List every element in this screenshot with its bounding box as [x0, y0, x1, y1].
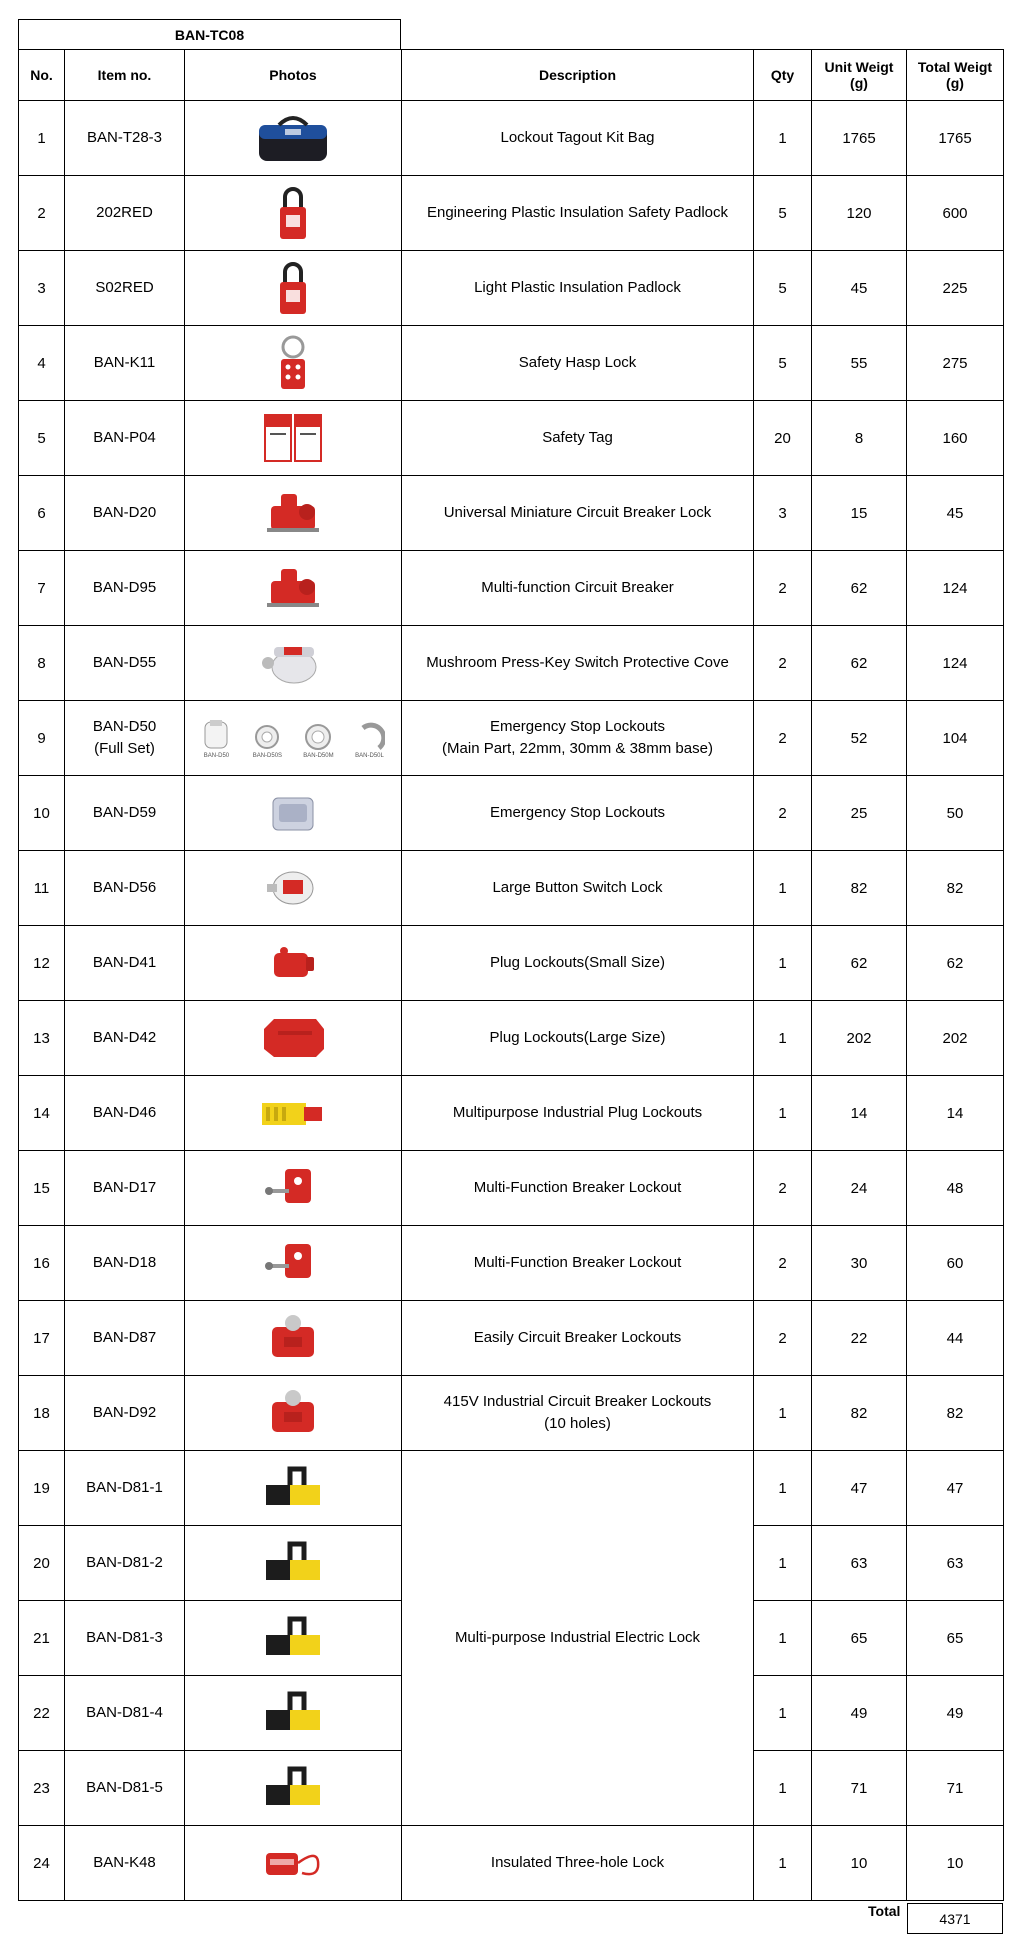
item-description [402, 1226, 754, 1301]
item-qty: 1 [754, 1751, 812, 1826]
item-qty: 5 [754, 251, 812, 326]
item-photo [185, 1301, 402, 1376]
breaker-lockout-icon [261, 1163, 325, 1213]
item-photo [185, 101, 402, 176]
total-weight: 104 [907, 701, 1004, 776]
breaker-clamp-icon [264, 1311, 322, 1365]
item-description [402, 1001, 754, 1076]
unit-weight: 202 [812, 1001, 907, 1076]
estop-set-photos [189, 718, 397, 759]
row-number: 9 [19, 701, 65, 776]
table-header-row [19, 50, 1004, 101]
total-weight: 14 [907, 1076, 1004, 1151]
total-weight: 44 [907, 1301, 1004, 1376]
item-number [65, 1676, 185, 1751]
item-number [65, 1376, 185, 1451]
item-number-line: BAN-D87 [92, 1329, 157, 1346]
item-number-line: BAN-D81-3 [86, 1629, 163, 1646]
description-line: Multi-purpose Industrial Electric Lock [454, 1629, 701, 1646]
item-qty: 1 [754, 1676, 812, 1751]
breaker-lock-icon [263, 563, 323, 613]
item-description [402, 326, 754, 401]
row-number: 5 [19, 401, 65, 476]
col-header-total-weight: Total Weigt (g) [907, 50, 1004, 101]
item-photo [185, 1826, 402, 1901]
description-line: Lockout Tagout Kit Bag [500, 129, 655, 146]
item-qty: 1 [754, 1076, 812, 1151]
unit-weight: 55 [812, 326, 907, 401]
row-number: 4 [19, 326, 65, 401]
item-description [402, 1451, 754, 1826]
row-number: 6 [19, 476, 65, 551]
description-line: Emergency Stop Lockouts [489, 718, 666, 735]
item-number-line: BAN-D81-1 [86, 1479, 163, 1496]
total-weight: 10 [907, 1826, 1004, 1901]
item-number-line: BAN-T28-3 [86, 129, 163, 146]
row-number: 12 [19, 926, 65, 1001]
estop-part-icon [201, 718, 231, 759]
item-description [402, 1151, 754, 1226]
total-value: 4371 [907, 1903, 1003, 1934]
total-weight: 65 [907, 1601, 1004, 1676]
item-photo [185, 1451, 402, 1526]
item-qty: 1 [754, 1826, 812, 1901]
total-label: Total [868, 1903, 901, 1919]
total-weight: 62 [907, 926, 1004, 1001]
button-lock-icon [263, 866, 323, 910]
item-qty: 2 [754, 701, 812, 776]
total-weight: 124 [907, 626, 1004, 701]
item-description [402, 101, 754, 176]
total-weight: 49 [907, 1676, 1004, 1751]
description-line: Insulated Three-hole Lock [490, 1854, 665, 1871]
item-description [402, 401, 754, 476]
item-number [65, 776, 185, 851]
item-description [402, 626, 754, 701]
description-line: Multi-function Circuit Breaker [481, 579, 674, 596]
description-line: Emergency Stop Lockouts [489, 804, 666, 821]
row-number: 23 [19, 1751, 65, 1826]
description-line: Multi-Function Breaker Lockout [473, 1179, 682, 1196]
item-photo [185, 1226, 402, 1301]
table-row [19, 476, 1004, 551]
description-line: Safety Tag [542, 429, 613, 446]
electric-lock-icon [260, 1763, 326, 1813]
unit-weight: 47 [812, 1451, 907, 1526]
unit-weight: 30 [812, 1226, 907, 1301]
row-number: 1 [19, 101, 65, 176]
clear-cover-icon [267, 792, 319, 834]
item-number [65, 1526, 185, 1601]
row-number: 21 [19, 1601, 65, 1676]
item-number [65, 326, 185, 401]
unit-weight: 82 [812, 851, 907, 926]
table-row [19, 1301, 1004, 1376]
padlock-icon [275, 258, 311, 318]
electric-lock-icon [260, 1688, 326, 1738]
breaker-lock-icon [263, 488, 323, 538]
item-number [65, 926, 185, 1001]
electric-lock-icon [260, 1463, 326, 1513]
item-number-line: BAN-D17 [92, 1179, 157, 1196]
row-number: 10 [19, 776, 65, 851]
description-line: Mushroom Press-Key Switch Protective Cove [426, 654, 729, 671]
description-line: Easily Circuit Breaker Lockouts [473, 1329, 682, 1346]
row-number: 8 [19, 626, 65, 701]
unit-weight: 63 [812, 1526, 907, 1601]
item-number-line: BAN-D42 [92, 1029, 157, 1046]
item-qty: 5 [754, 176, 812, 251]
col-header-photos: Photos [185, 50, 402, 101]
col-header-no: No. [19, 50, 65, 101]
item-photo [185, 1151, 402, 1226]
item-number-line: S02RED [95, 279, 154, 296]
plug-lockout-small-icon [268, 943, 318, 983]
unit-weight: 25 [812, 776, 907, 851]
unit-weight: 82 [812, 1376, 907, 1451]
item-qty: 5 [754, 326, 812, 401]
table-row [19, 1001, 1004, 1076]
estop-part-caption: BAN-D50L [355, 752, 384, 759]
item-qty: 1 [754, 1376, 812, 1451]
unit-weight: 49 [812, 1676, 907, 1751]
total-weight: 160 [907, 401, 1004, 476]
item-number-line: BAN-D41 [92, 954, 157, 971]
item-number-line: BAN-D95 [92, 579, 157, 596]
item-qty: 3 [754, 476, 812, 551]
item-qty: 2 [754, 551, 812, 626]
item-description [402, 1376, 754, 1451]
unit-weight: 10 [812, 1826, 907, 1901]
total-weight: 600 [907, 176, 1004, 251]
description-line: Light Plastic Insulation Padlock [474, 279, 681, 296]
total-weight: 60 [907, 1226, 1004, 1301]
table-row [19, 851, 1004, 926]
item-description [402, 476, 754, 551]
total-weight: 50 [907, 776, 1004, 851]
electric-lock-icon [260, 1613, 326, 1663]
item-number [65, 1001, 185, 1076]
item-photo [185, 926, 402, 1001]
padlock-icon [275, 183, 311, 243]
row-number: 18 [19, 1376, 65, 1451]
table-row [19, 176, 1004, 251]
row-number: 19 [19, 1451, 65, 1526]
item-photo [185, 1526, 402, 1601]
row-number: 15 [19, 1151, 65, 1226]
item-qty: 1 [754, 101, 812, 176]
row-number: 17 [19, 1301, 65, 1376]
item-number [65, 1601, 185, 1676]
col-header-qty: Qty [754, 50, 812, 101]
kit-code-header: BAN-TC08 [18, 19, 401, 49]
item-number-line: BAN-K11 [93, 354, 156, 371]
electric-lock-icon [260, 1538, 326, 1588]
item-qty: 1 [754, 1526, 812, 1601]
unit-weight: 120 [812, 176, 907, 251]
item-number [65, 1751, 185, 1826]
table-row [19, 1451, 1004, 1526]
description-line: (Main Part, 22mm, 30mm & 38mm base) [442, 740, 713, 757]
item-photo [185, 1601, 402, 1676]
description-line: Plug Lockouts(Small Size) [489, 954, 666, 971]
table-row [19, 926, 1004, 1001]
item-description [402, 926, 754, 1001]
item-number [65, 1301, 185, 1376]
switch-cover-icon [258, 641, 328, 685]
item-number [65, 626, 185, 701]
unit-weight: 62 [812, 551, 907, 626]
item-description [402, 1076, 754, 1151]
item-qty: 1 [754, 851, 812, 926]
unit-weight: 71 [812, 1751, 907, 1826]
unit-weight: 45 [812, 251, 907, 326]
item-photo [185, 1001, 402, 1076]
description-line: Multi-Function Breaker Lockout [473, 1254, 682, 1271]
item-photo [185, 401, 402, 476]
total-weight: 82 [907, 851, 1004, 926]
item-qty: 20 [754, 401, 812, 476]
estop-part-caption: BAN-D50 [203, 752, 230, 759]
item-qty: 1 [754, 1451, 812, 1526]
estop-part-caption: BAN-D50M [303, 752, 334, 759]
item-description [402, 251, 754, 326]
item-photo [185, 1376, 402, 1451]
item-number [65, 1451, 185, 1526]
total-weight: 45 [907, 476, 1004, 551]
table-row [19, 1226, 1004, 1301]
item-number [65, 701, 185, 776]
unit-weight: 65 [812, 1601, 907, 1676]
col-header-unit-weight: Unit Weigt (g) [812, 50, 907, 101]
row-number: 14 [19, 1076, 65, 1151]
item-number-line: (Full Set) [94, 740, 155, 757]
item-number [65, 1826, 185, 1901]
safety-tag-icon [261, 411, 325, 465]
item-photo [185, 626, 402, 701]
item-description [402, 1301, 754, 1376]
unit-weight: 14 [812, 1076, 907, 1151]
item-number [65, 1151, 185, 1226]
tool-bag-icon [255, 111, 331, 165]
row-number: 3 [19, 251, 65, 326]
item-number [65, 1226, 185, 1301]
plug-lockout-large-icon [258, 1015, 328, 1061]
unit-weight: 52 [812, 701, 907, 776]
total-weight: 63 [907, 1526, 1004, 1601]
description-line: (10 holes) [544, 1415, 611, 1432]
item-photo [185, 326, 402, 401]
row-number: 22 [19, 1676, 65, 1751]
row-number: 20 [19, 1526, 65, 1601]
description-line: Multipurpose Industrial Plug Lockouts [452, 1104, 703, 1121]
item-number-line: BAN-D46 [92, 1104, 157, 1121]
item-photo [185, 1076, 402, 1151]
total-weight: 275 [907, 326, 1004, 401]
item-number [65, 476, 185, 551]
item-photo [185, 1751, 402, 1826]
total-weight: 225 [907, 251, 1004, 326]
item-number [65, 851, 185, 926]
item-qty: 2 [754, 776, 812, 851]
item-number [65, 101, 185, 176]
item-number [65, 176, 185, 251]
table-row [19, 1826, 1004, 1901]
total-weight: 82 [907, 1376, 1004, 1451]
total-weight: 48 [907, 1151, 1004, 1226]
estop-part-icon [355, 722, 385, 759]
total-weight: 47 [907, 1451, 1004, 1526]
table-row [19, 551, 1004, 626]
inventory-table [18, 49, 1004, 1901]
item-number-line: BAN-D81-5 [86, 1779, 163, 1796]
row-number: 24 [19, 1826, 65, 1901]
unit-weight: 62 [812, 626, 907, 701]
industrial-plug-lockout-icon [258, 1093, 328, 1133]
total-weight: 202 [907, 1001, 1004, 1076]
description-line: Safety Hasp Lock [518, 354, 637, 371]
item-description [402, 776, 754, 851]
unit-weight: 1765 [812, 101, 907, 176]
table-row [19, 101, 1004, 176]
table-row [19, 1376, 1004, 1451]
hasp-lock-icon [275, 333, 311, 393]
item-description [402, 701, 754, 776]
item-photo [185, 701, 402, 776]
item-number-line: BAN-D18 [92, 1254, 157, 1271]
total-weight: 71 [907, 1751, 1004, 1826]
total-weight: 1765 [907, 101, 1004, 176]
item-number-line: BAN-D55 [92, 654, 157, 671]
item-description [402, 851, 754, 926]
item-photo [185, 251, 402, 326]
row-number: 7 [19, 551, 65, 626]
col-header-description: Description [402, 50, 754, 101]
table-row [19, 1151, 1004, 1226]
breaker-lockout-icon [261, 1238, 325, 1288]
item-number-line: BAN-K48 [93, 1854, 156, 1871]
description-line: 415V Industrial Circuit Breaker Lockouts [443, 1393, 712, 1410]
table-row [19, 401, 1004, 476]
row-number: 11 [19, 851, 65, 926]
item-description [402, 176, 754, 251]
row-number: 2 [19, 176, 65, 251]
item-number-line: BAN-D92 [92, 1404, 157, 1421]
item-qty: 2 [754, 1301, 812, 1376]
item-number [65, 1076, 185, 1151]
description-line: Plug Lockouts(Large Size) [489, 1029, 666, 1046]
table-row [19, 626, 1004, 701]
estop-part-icon [252, 722, 282, 759]
item-number-line: BAN-D50 [92, 718, 157, 735]
item-number-line: BAN-P04 [93, 429, 156, 446]
item-number-line: BAN-D81-2 [86, 1554, 163, 1571]
item-photo [185, 476, 402, 551]
total-weight: 124 [907, 551, 1004, 626]
item-number [65, 551, 185, 626]
row-number: 16 [19, 1226, 65, 1301]
item-qty: 1 [754, 1001, 812, 1076]
item-number-line: BAN-D59 [92, 804, 157, 821]
item-number-line: BAN-D20 [92, 504, 157, 521]
item-photo [185, 851, 402, 926]
item-photo [185, 776, 402, 851]
unit-weight: 22 [812, 1301, 907, 1376]
item-number-line: 202RED [96, 204, 153, 221]
description-line: Universal Miniature Circuit Breaker Lock [443, 504, 712, 521]
row-number: 13 [19, 1001, 65, 1076]
table-body [19, 101, 1004, 1901]
table-row [19, 776, 1004, 851]
item-photo [185, 551, 402, 626]
item-description [402, 1826, 754, 1901]
item-photo [185, 1676, 402, 1751]
col-header-item-no: Item no. [65, 50, 185, 101]
item-qty: 1 [754, 926, 812, 1001]
cable-lock-icon [258, 1843, 328, 1883]
item-number-line: BAN-D81-4 [86, 1704, 163, 1721]
unit-weight: 8 [812, 401, 907, 476]
item-description [402, 551, 754, 626]
description-line: Engineering Plastic Insulation Safety Padlock [426, 204, 728, 221]
unit-weight: 24 [812, 1151, 907, 1226]
item-number [65, 401, 185, 476]
item-number-line: BAN-D56 [92, 879, 157, 896]
item-qty: 2 [754, 1151, 812, 1226]
estop-part-icon [303, 722, 333, 759]
unit-weight: 15 [812, 476, 907, 551]
item-number [65, 251, 185, 326]
breaker-clamp-icon [264, 1386, 322, 1440]
table-row [19, 251, 1004, 326]
item-qty: 2 [754, 626, 812, 701]
item-photo [185, 176, 402, 251]
unit-weight: 62 [812, 926, 907, 1001]
table-row [19, 1076, 1004, 1151]
estop-part-caption: BAN-D50S [252, 752, 283, 759]
table-row [19, 326, 1004, 401]
item-qty: 2 [754, 1226, 812, 1301]
table-row [19, 701, 1004, 776]
description-line: Large Button Switch Lock [492, 879, 663, 896]
item-qty: 1 [754, 1601, 812, 1676]
